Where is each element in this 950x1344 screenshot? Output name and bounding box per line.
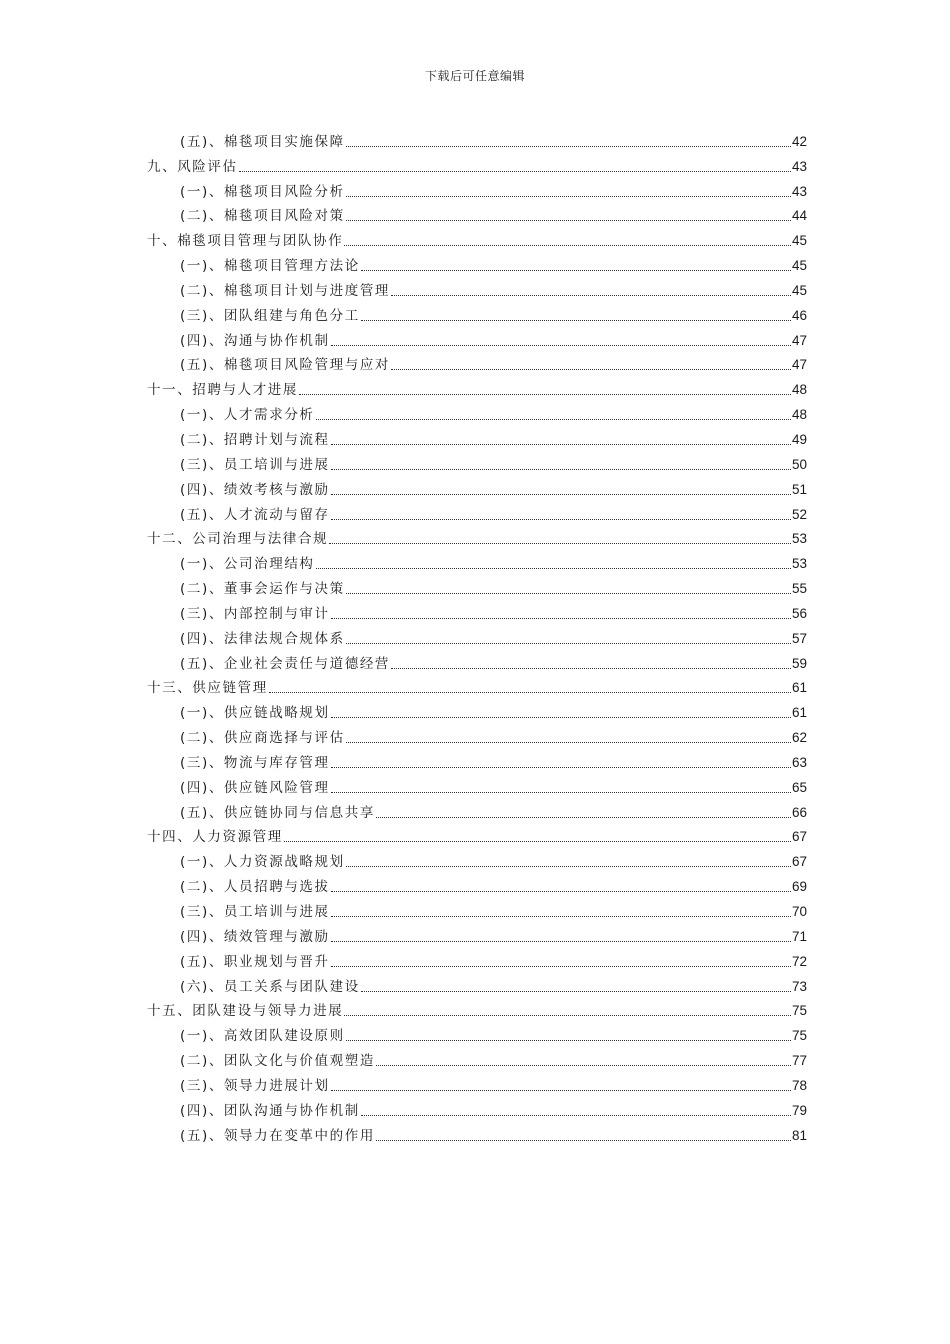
toc-entry-title: (二)、棉毯项目风险对策 <box>180 208 345 225</box>
toc-page-number: 50 <box>791 456 807 472</box>
toc-dot-leader <box>331 494 791 495</box>
toc-chapter-entry[interactable] <box>147 151 807 176</box>
toc-entry-title: (五)、棉毯项目实施保障 <box>180 133 345 150</box>
toc-entry-title: (一)、人才需求分析 <box>180 407 315 424</box>
toc-page-number: 71 <box>791 928 807 944</box>
toc-section-entry[interactable] <box>147 449 807 474</box>
toc-dot-leader <box>391 369 791 370</box>
toc-entry-title: (三)、物流与库存管理 <box>180 754 330 771</box>
toc-section-entry[interactable] <box>147 176 807 201</box>
toc-page-number: 57 <box>791 630 807 646</box>
toc-entry-title: (三)、员工培训与进展 <box>180 904 330 920</box>
toc-section-entry[interactable] <box>147 201 807 226</box>
toc-dot-leader <box>284 841 791 842</box>
toc-dot-leader <box>331 444 791 445</box>
toc-section-entry[interactable] <box>147 325 807 350</box>
toc-entry-title: 九、风险评估 <box>147 158 238 175</box>
toc-dot-leader <box>344 245 791 246</box>
toc-entry-title: (二)、招聘计划与流程 <box>180 431 330 448</box>
toc-dot-leader <box>346 196 791 197</box>
toc-entry-title: (二)、供应商选择与评估 <box>180 730 345 747</box>
toc-section-entry[interactable] <box>147 300 807 325</box>
toc-page-number: 55 <box>791 581 807 597</box>
toc-section-entry[interactable] <box>147 946 807 971</box>
toc-dot-leader <box>346 593 791 594</box>
toc-entry-title: 十、棉毯项目管理与团队协作 <box>147 233 344 250</box>
toc-dot-leader <box>376 1140 791 1141</box>
toc-section-entry[interactable] <box>147 275 807 300</box>
toc-section-entry[interactable] <box>147 846 807 871</box>
toc-section-entry[interactable] <box>147 399 807 424</box>
toc-page-number: 79 <box>791 1102 807 1118</box>
toc-entry-title: 十三、供应链管理 <box>147 680 268 697</box>
toc-entry-title: (五)、企业社会责任与道德经营 <box>180 655 391 672</box>
toc-page-number: 47 <box>791 357 807 373</box>
page-header: 下载后可任意编辑 <box>424 69 525 83</box>
toc-section-entry[interactable] <box>147 871 807 896</box>
toc-dot-leader <box>361 270 791 271</box>
toc-page-number: 63 <box>791 754 807 770</box>
toc-entry-title: (一)、公司治理结构 <box>180 556 315 573</box>
toc-section-entry[interactable] <box>147 126 807 151</box>
toc-entry-title: 十一、招聘与人才进展 <box>147 382 298 399</box>
toc-entry-title: (五)、供应链协同与信息共享 <box>180 804 375 821</box>
toc-dot-leader <box>331 618 791 619</box>
toc-entry-title: (五)、领导力在变革中的作用 <box>180 1127 375 1144</box>
toc-section-entry[interactable] <box>147 747 807 772</box>
toc-entry-title: (三)、内部控制与审计 <box>180 605 330 622</box>
toc-entry-title: (一)、高效团队建设原则 <box>180 1028 345 1045</box>
toc-section-entry[interactable] <box>147 499 807 524</box>
toc-dot-leader <box>331 717 791 718</box>
toc-page-number: 45 <box>791 258 807 274</box>
toc-dot-leader <box>299 394 791 395</box>
toc-page-number: 59 <box>791 655 807 671</box>
toc-entry-title: (五)、人才流动与留存 <box>180 506 330 523</box>
toc-entry-title: (四)、供应链风险管理 <box>180 779 330 796</box>
toc-page-number: 75 <box>791 1028 807 1044</box>
toc-entry-title: (一)、棉毯项目风险分析 <box>180 183 345 200</box>
toc-section-entry[interactable] <box>147 722 807 747</box>
toc-section-entry[interactable] <box>147 474 807 499</box>
toc-dot-leader <box>376 1065 791 1066</box>
toc-dot-leader <box>269 692 791 693</box>
toc-page-number: 67 <box>791 829 807 845</box>
toc-dot-leader <box>331 966 791 967</box>
table-of-contents <box>147 126 807 1145</box>
toc-dot-leader <box>361 1115 791 1116</box>
toc-entry-title: (三)、领导力进展计划 <box>180 1077 330 1094</box>
toc-chapter-entry[interactable] <box>147 225 807 250</box>
toc-page-number: 61 <box>791 680 807 696</box>
toc-entry-title: (四)、法律法规合规体系 <box>180 630 345 647</box>
toc-page-number: 44 <box>791 208 807 224</box>
toc-section-entry[interactable] <box>147 350 807 375</box>
toc-entry-title: (二)、棉毯项目计划与进度管理 <box>180 282 391 299</box>
toc-entry-title: (二)、团队文化与价值观塑造 <box>180 1053 375 1070</box>
toc-page-number: 47 <box>791 332 807 348</box>
toc-entry-title: (五)、职业规划与晋升 <box>180 953 330 970</box>
toc-entry-title: (一)、供应链战略规划 <box>180 705 330 722</box>
toc-section-entry[interactable] <box>147 1120 807 1145</box>
toc-dot-leader <box>346 146 791 147</box>
toc-page-number: 72 <box>791 953 807 969</box>
toc-section-entry[interactable] <box>147 921 807 946</box>
toc-section-entry[interactable] <box>147 598 807 623</box>
toc-entry-title: 十五、团队建设与领导力进展 <box>147 1003 344 1020</box>
toc-entry-title: (四)、绩效管理与激励 <box>180 928 330 945</box>
toc-section-entry[interactable] <box>147 971 807 996</box>
toc-page-number: 51 <box>791 481 807 497</box>
toc-page-number: 48 <box>791 407 807 423</box>
toc-page-number: 53 <box>791 556 807 572</box>
toc-chapter-entry[interactable] <box>147 822 807 847</box>
toc-chapter-entry[interactable] <box>147 374 807 399</box>
toc-dot-leader <box>346 220 791 221</box>
toc-page-number: 49 <box>791 431 807 447</box>
toc-page-number: 73 <box>791 978 807 994</box>
toc-dot-leader <box>344 1015 791 1016</box>
toc-dot-leader <box>376 817 791 818</box>
toc-entry-title: (六)、员工关系与团队建设 <box>180 978 360 995</box>
toc-entry-title: (三)、团队组建与角色分工 <box>180 307 360 324</box>
toc-chapter-entry[interactable] <box>147 524 807 549</box>
toc-page-number: 81 <box>791 1127 807 1143</box>
toc-section-entry[interactable] <box>147 797 807 822</box>
toc-dot-leader <box>329 543 791 544</box>
toc-page-number: 62 <box>791 730 807 746</box>
toc-section-entry[interactable] <box>147 697 807 722</box>
toc-page-number: 43 <box>791 183 807 199</box>
toc-entry-title: (二)、人员招聘与选拔 <box>180 879 330 896</box>
toc-dot-leader <box>346 866 791 867</box>
toc-dot-leader <box>346 742 791 743</box>
toc-dot-leader <box>331 1090 791 1091</box>
toc-dot-leader <box>331 469 791 470</box>
toc-page-number: 70 <box>791 904 807 919</box>
toc-page-number: 69 <box>791 879 807 895</box>
toc-entry-title: (四)、团队沟通与协作机制 <box>180 1102 360 1119</box>
toc-entry-title: (一)、棉毯项目管理方法论 <box>180 258 360 275</box>
toc-section-entry[interactable] <box>147 772 807 797</box>
toc-section-entry[interactable] <box>147 1070 807 1095</box>
toc-page-number: 77 <box>791 1053 807 1069</box>
toc-section-entry[interactable] <box>147 896 807 921</box>
toc-dot-leader <box>331 891 791 892</box>
toc-page-number: 78 <box>791 1077 807 1093</box>
toc-entry-title: 十二、公司治理与法律合规 <box>147 531 329 548</box>
toc-section-entry[interactable] <box>147 1095 807 1120</box>
toc-entry-title: 十四、人力资源管理 <box>147 829 283 846</box>
toc-page-number: 48 <box>791 382 807 398</box>
toc-page-number: 43 <box>791 158 807 174</box>
toc-section-entry[interactable] <box>147 250 807 275</box>
toc-section-entry[interactable] <box>147 573 807 598</box>
toc-page-number: 61 <box>791 705 807 721</box>
toc-section-entry[interactable] <box>147 424 807 449</box>
toc-dot-leader <box>391 668 791 669</box>
toc-dot-leader <box>316 419 791 420</box>
toc-section-entry[interactable] <box>147 648 807 673</box>
toc-page-number: 45 <box>791 233 807 249</box>
toc-section-entry[interactable] <box>147 1045 807 1070</box>
toc-section-entry[interactable] <box>147 1020 807 1045</box>
toc-page-number: 56 <box>791 605 807 621</box>
toc-dot-leader <box>331 345 791 346</box>
toc-dot-leader <box>331 941 791 942</box>
toc-entry-title: (四)、沟通与协作机制 <box>180 332 330 349</box>
toc-dot-leader <box>361 991 791 992</box>
toc-dot-leader <box>331 916 791 917</box>
toc-dot-leader <box>346 1040 791 1041</box>
toc-section-entry[interactable] <box>147 623 807 648</box>
toc-chapter-entry[interactable] <box>147 673 807 698</box>
toc-entry-title: (五)、棉毯项目风险管理与应对 <box>180 357 391 374</box>
toc-entry-title: (四)、绩效考核与激励 <box>180 481 330 498</box>
toc-page-number: 65 <box>791 779 807 795</box>
toc-section-entry[interactable] <box>147 548 807 573</box>
toc-page-number: 45 <box>791 282 807 298</box>
toc-page-number: 67 <box>791 854 807 870</box>
toc-dot-leader <box>391 295 791 296</box>
toc-dot-leader <box>331 767 791 768</box>
toc-dot-leader <box>361 320 791 321</box>
toc-dot-leader <box>331 792 791 793</box>
toc-dot-leader <box>239 171 791 172</box>
toc-page-number: 66 <box>791 804 807 820</box>
toc-entry-title: (二)、董事会运作与决策 <box>180 581 345 598</box>
toc-dot-leader <box>346 643 791 644</box>
toc-dot-leader <box>331 519 791 520</box>
toc-page-number: 42 <box>791 133 807 149</box>
toc-page-number: 46 <box>791 307 807 323</box>
toc-dot-leader <box>316 568 791 569</box>
toc-entry-title: (三)、员工培训与进展 <box>180 456 330 473</box>
toc-page-number: 52 <box>791 506 807 522</box>
toc-chapter-entry[interactable] <box>147 996 807 1021</box>
toc-page-number: 75 <box>791 1003 807 1019</box>
toc-entry-title: (一)、人力资源战略规划 <box>180 854 345 871</box>
toc-page-number: 53 <box>791 531 807 547</box>
